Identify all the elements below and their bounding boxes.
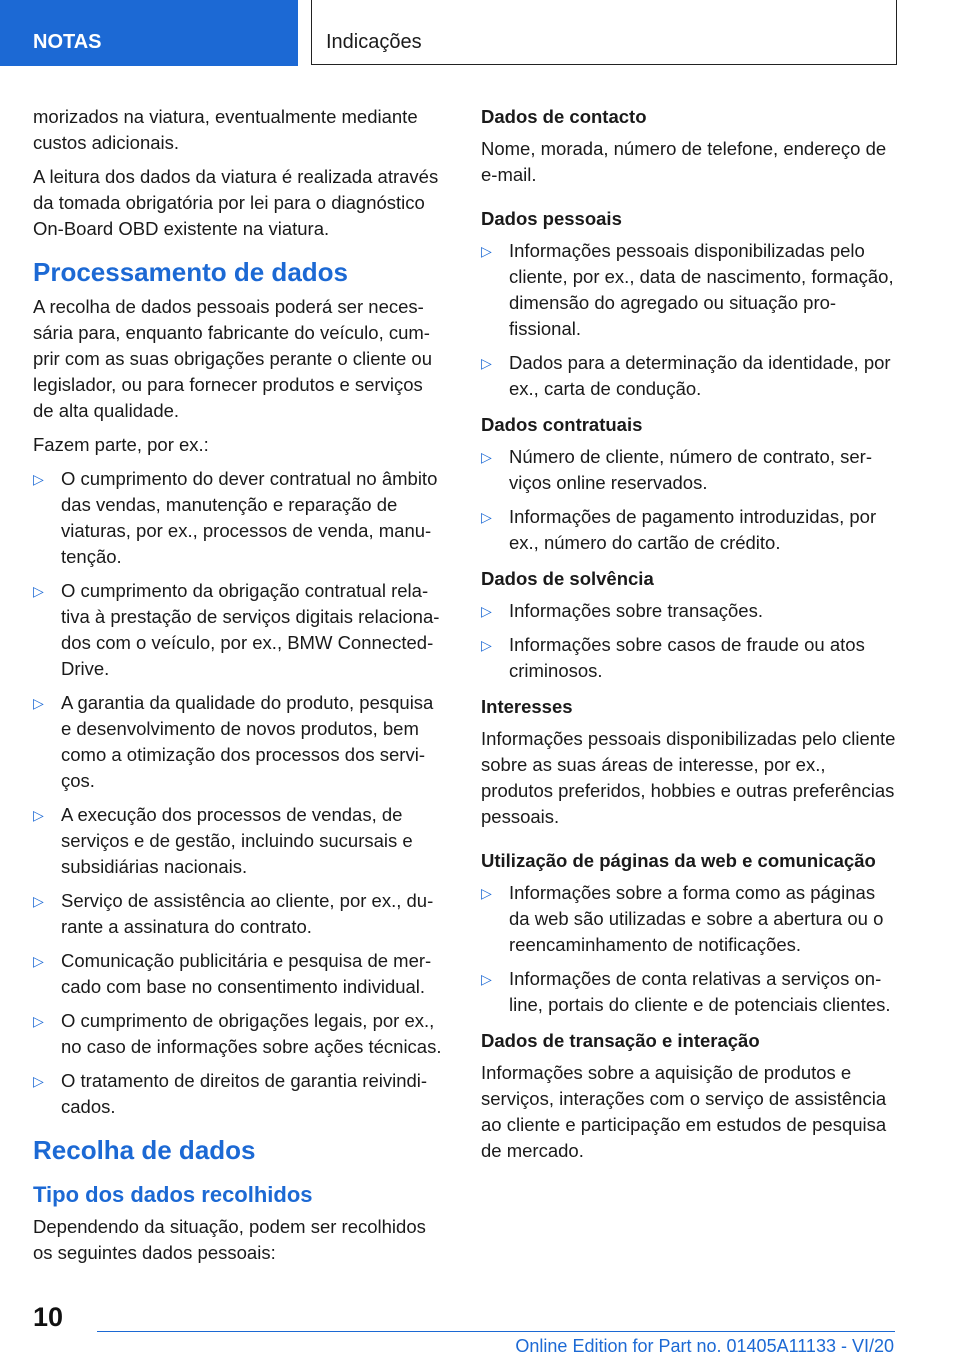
- triangle-bullet-icon: ▷: [33, 893, 44, 909]
- footer-divider: [97, 1331, 895, 1332]
- list-pessoais: [481, 238, 897, 402]
- list-item-text: O cumprimento da obrigação contratual relativa à prestação de serviços digitais relacionados com o veículo, por ex., BMW ConnectedDrive.: [61, 580, 440, 679]
- paragraph-obd: A leitura dos dados da viatura é realizada através da tomada obrigatória por lei para o diagnóstico On-Board OBD existente na viatura.: [33, 166, 439, 239]
- list-item-text: Número de cliente, número de contrato, serviços online reservados.: [509, 446, 872, 493]
- page-number: 10: [33, 1302, 64, 1332]
- triangle-bullet-icon: ▷: [481, 243, 492, 259]
- list-item: [481, 598, 897, 624]
- list-item-text: O tratamento de direitos de garantia reivindicados.: [61, 1070, 428, 1117]
- right-column: [481, 104, 897, 1172]
- list-solvencia: [481, 598, 897, 684]
- heading-recolha: Recolha de dados: [33, 1135, 256, 1165]
- heading-transacao: Dados de transação e interação: [481, 1030, 760, 1051]
- triangle-bullet-icon: ▷: [481, 603, 492, 619]
- list-item-text: Informações pessoais disponibilizadas pelo cliente, por ex., data de nascimento, formação, dimensão do agregado ou situação profissional.: [509, 240, 894, 339]
- heading-pessoais: Dados pessoais: [481, 208, 622, 229]
- paragraph-processamento: A recolha de dados pessoais poderá ser necessária para, enquanto fabricante do veículo, cumprir com as suas obrigações perante o cliente ou legislador, ou para fornecer produtos e serviços de alta qualidade.: [33, 296, 432, 421]
- list-item: [481, 880, 897, 958]
- list-item: [481, 966, 897, 1018]
- triangle-bullet-icon: ▷: [481, 509, 492, 525]
- list-item-text: Comunicação publicitária e pesquisa de mercado com base no consentimento individual.: [61, 950, 432, 997]
- triangle-bullet-icon: ▷: [33, 471, 44, 487]
- triangle-bullet-icon: ▷: [481, 449, 492, 465]
- chapter-tab: [311, 0, 897, 65]
- list-paginas-web: [481, 880, 897, 1018]
- list-item: [481, 504, 897, 556]
- list-item-text: Dados para a determinação da identidade, por ex., carta de condução.: [509, 352, 891, 399]
- list-item: [33, 802, 448, 880]
- heading-solvencia: Dados de solvência: [481, 568, 654, 589]
- list-item-text: Informações de conta relativas a serviços online, portais do cliente e de potenciais clientes.: [509, 968, 891, 1015]
- section-tab: [0, 0, 298, 66]
- list-item: [481, 444, 897, 496]
- heading-contratuais: Dados contratuais: [481, 414, 643, 435]
- list-item-text: Informações sobre transações.: [509, 600, 763, 621]
- list-item: [33, 1008, 448, 1060]
- paragraph-continuation: morizados na viatura, eventualmente mediante custos adicionais.: [33, 106, 418, 153]
- list-item: [33, 948, 448, 1000]
- list-item-text: O cumprimento de obrigações legais, por ex., no caso de informações sobre ações técnicas.: [61, 1010, 442, 1057]
- paragraph-transacao: Informações sobre a aquisição de produtos e serviços, interações com o serviço de assistência ao cliente e participação em estudos de pesquisa de mercado.: [481, 1062, 887, 1161]
- list-item: [33, 888, 448, 940]
- edition-footer: Online Edition for Part no. 01405A11133 - VI/20: [515, 1336, 894, 1356]
- section-tab-label: NOTAS: [33, 31, 102, 53]
- list-contratuais: [481, 444, 897, 556]
- list-item: [33, 1068, 448, 1120]
- list-item-text: Informações sobre casos de fraude ou atos criminosos.: [509, 634, 865, 681]
- list-item-text: Serviço de assistência ao cliente, por ex., durante a assinatura do contrato.: [61, 890, 434, 937]
- triangle-bullet-icon: ▷: [481, 355, 492, 371]
- triangle-bullet-icon: ▷: [481, 885, 492, 901]
- heading-contacto: Dados de contacto: [481, 106, 647, 127]
- list-item: [481, 632, 897, 684]
- list-item-text: A execução dos processos de vendas, de serviços e de gestão, incluindo sucursais e subsidiárias nacionais.: [61, 804, 413, 877]
- triangle-bullet-icon: ▷: [33, 583, 44, 599]
- list-item: [481, 238, 897, 342]
- list-item-text: O cumprimento do dever contratual no âmbito das vendas, manutenção e reparação de viaturas, por ex., processos de venda, manutenção.: [61, 468, 438, 567]
- heading-paginas-web: Utilização de páginas da web e comunicação: [481, 850, 876, 871]
- left-column: [33, 104, 448, 1274]
- triangle-bullet-icon: ▷: [481, 971, 492, 987]
- triangle-bullet-icon: ▷: [33, 1013, 44, 1029]
- list-processamento: [33, 466, 448, 1120]
- list-item: [33, 466, 448, 570]
- list-item: [33, 690, 448, 794]
- triangle-bullet-icon: ▷: [33, 953, 44, 969]
- triangle-bullet-icon: ▷: [33, 1073, 44, 1089]
- triangle-bullet-icon: ▷: [33, 695, 44, 711]
- list-item: [481, 350, 897, 402]
- triangle-bullet-icon: ▷: [481, 637, 492, 653]
- paragraph-fazem-parte: Fazem parte, por ex.:: [33, 434, 209, 455]
- list-item-text: Informações sobre a forma como as páginas da web são utilizadas e sobre a abertura ou o reencaminhamento de notificações.: [509, 882, 884, 955]
- list-item: [33, 578, 448, 682]
- chapter-tab-label: Indicações: [326, 31, 422, 53]
- heading-interesses: Interesses: [481, 696, 573, 717]
- paragraph-interesses: Informações pessoais disponibilizadas pelo cliente sobre as suas áreas de interesse, por ex., produtos preferidos, hobbies e outras preferências pessoais.: [481, 728, 896, 827]
- triangle-bullet-icon: ▷: [33, 807, 44, 823]
- heading-tipo-dados: Tipo dos dados recolhidos: [33, 1182, 313, 1207]
- paragraph-contacto: Nome, morada, número de telefone, endereço de e-mail.: [481, 138, 887, 185]
- paragraph-dependendo: Dependendo da situação, podem ser recolhidos os seguintes dados pessoais:: [33, 1216, 426, 1263]
- list-item-text: A garantia da qualidade do produto, pesquisa e desenvolvimento de novos produtos, bem como a otimização dos processos dos serviços.: [61, 692, 434, 791]
- heading-processamento: Processamento de dados: [33, 257, 348, 287]
- list-item-text: Informações de pagamento introduzidas, por ex., número do cartão de crédito.: [509, 506, 877, 553]
